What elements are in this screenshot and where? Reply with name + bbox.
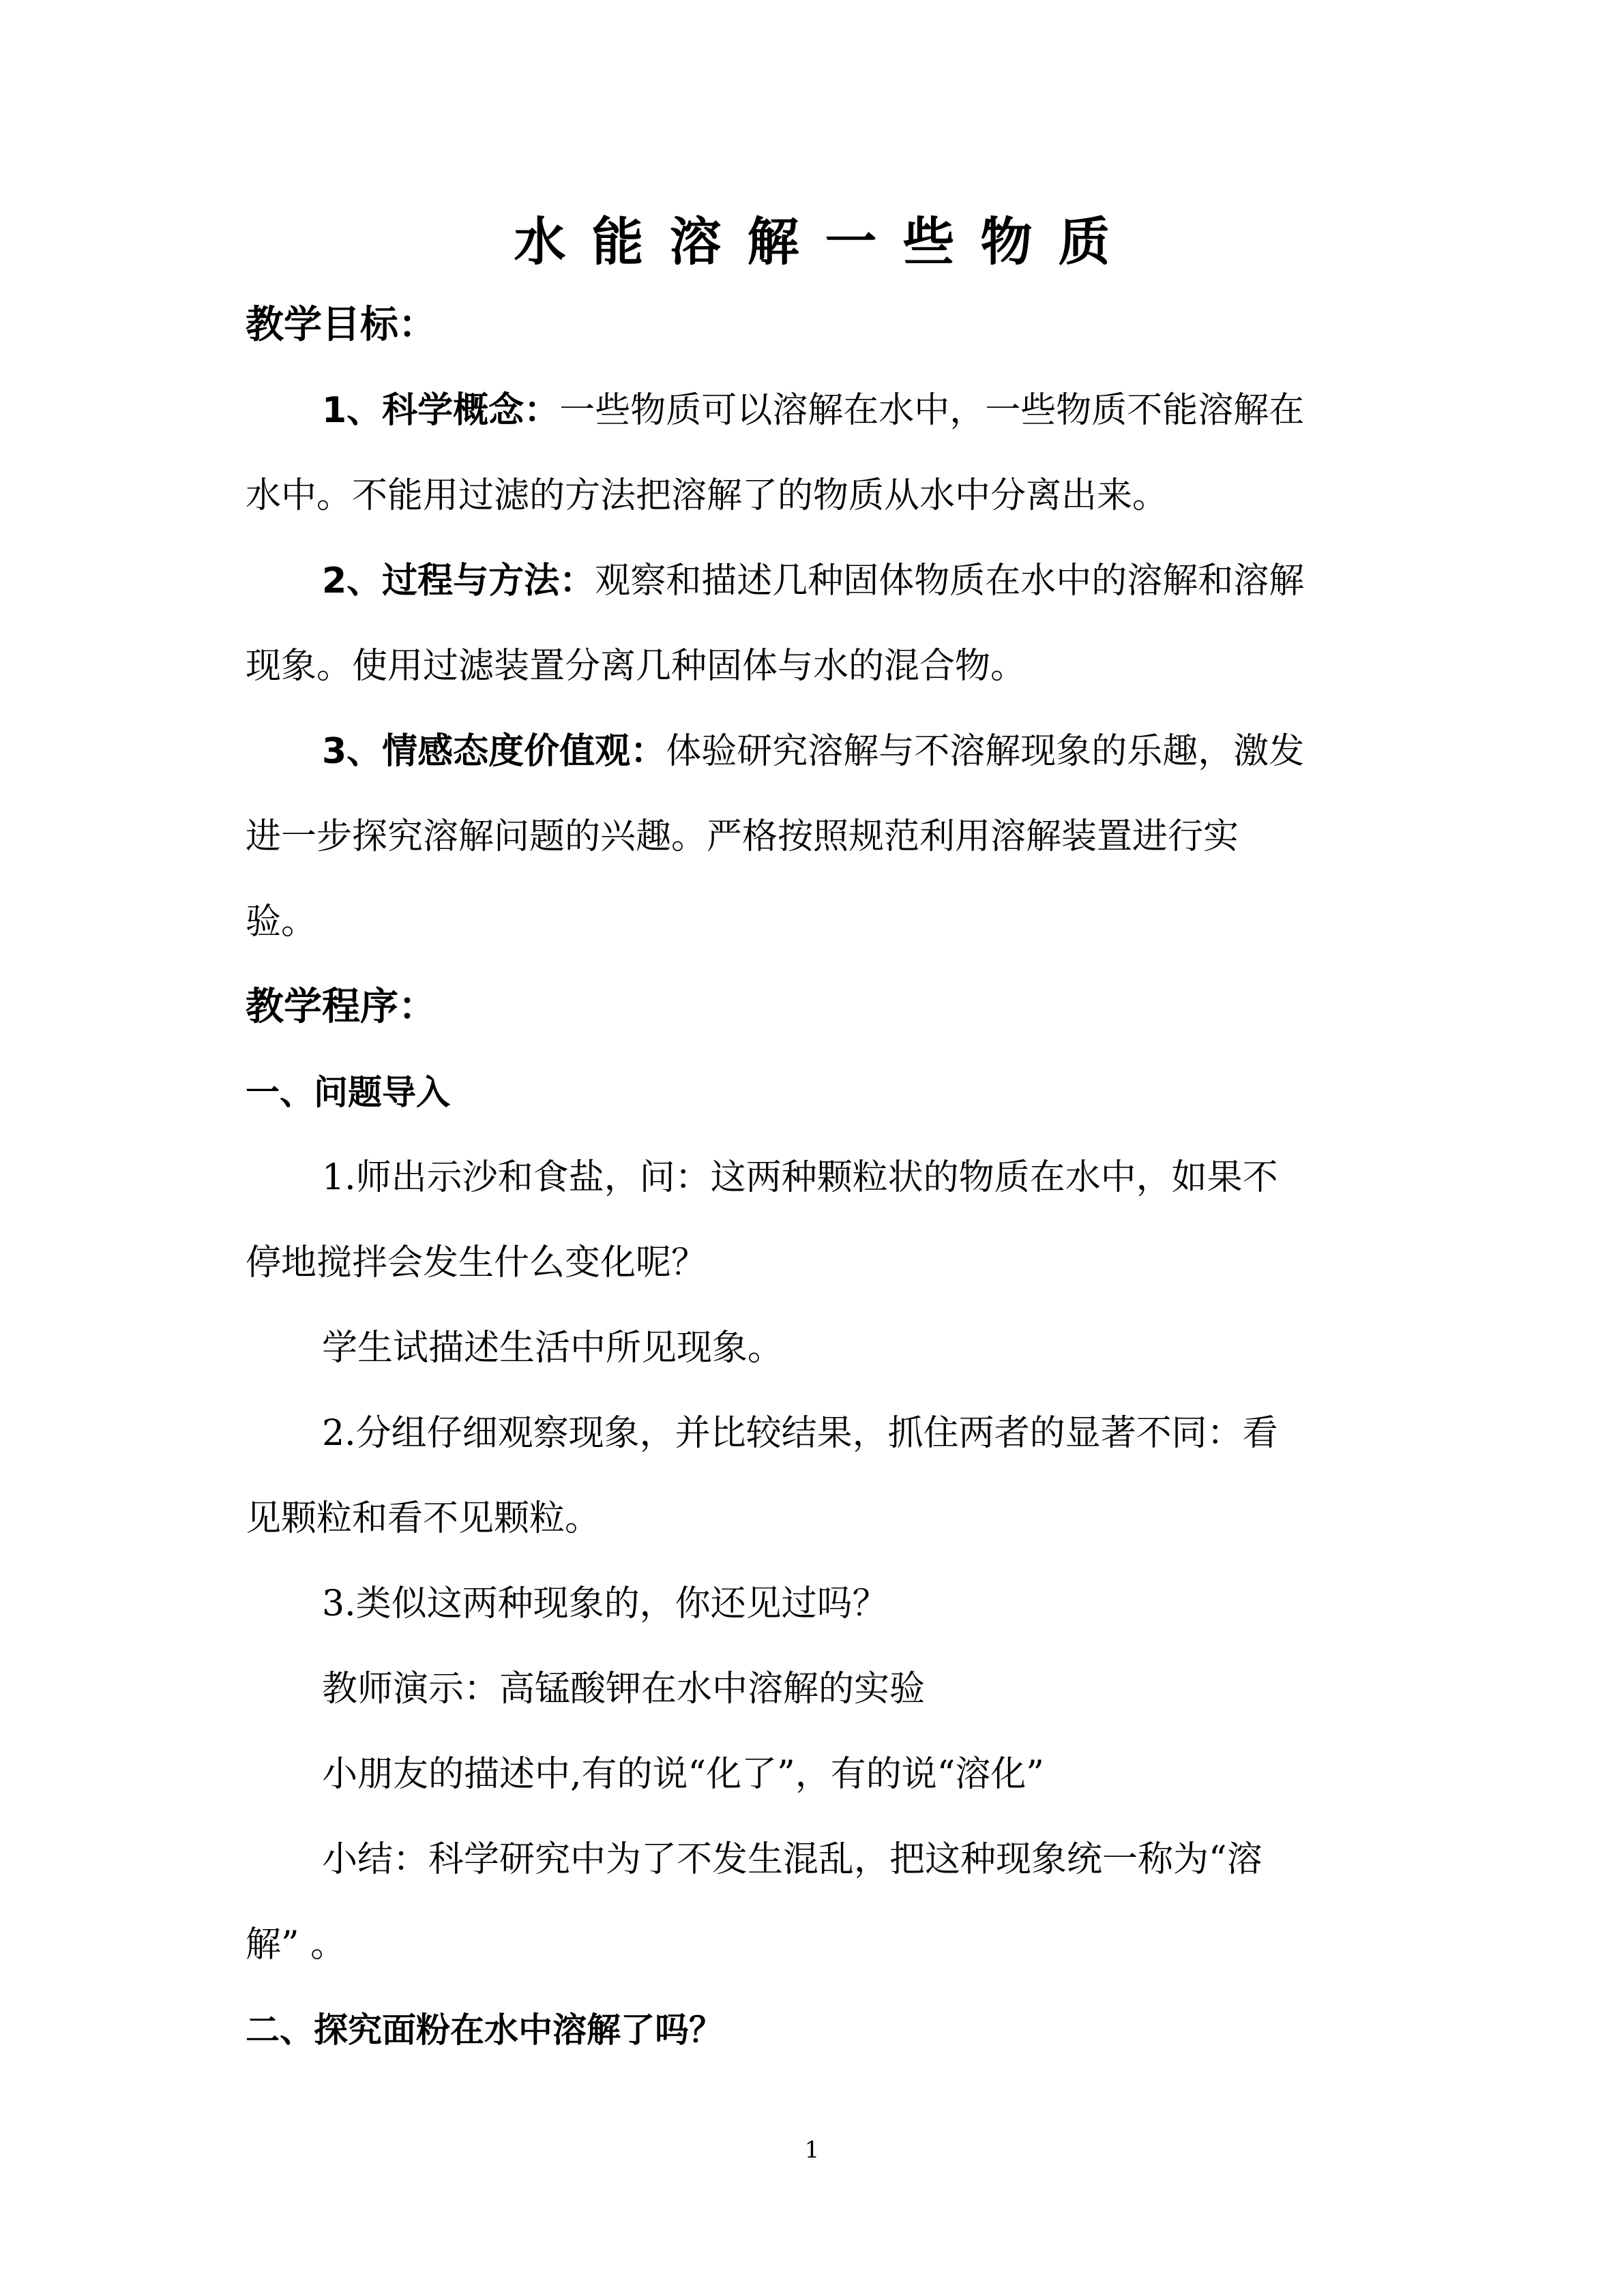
- goal-1-label: 1、科学概念：: [322, 390, 560, 431]
- goal-3-continuation-2: 验。: [246, 901, 317, 942]
- goal-3-continuation: 进一步探究溶解问题的兴趣。严格按照规范利用溶解装置进行实: [246, 816, 1239, 857]
- section-1-heading: 一、问题导入: [246, 1073, 450, 1112]
- page-number: 1: [804, 2136, 820, 2164]
- goal-2-label: 2、过程与方法：: [322, 561, 595, 601]
- goal-1-continuation: 水中。不能用过滤的方法把溶解了的物质从水中分离出来。: [246, 475, 1168, 516]
- paragraph-line: 小结：科学研究中为了不发生混乱，把这种现象统一称为“溶: [322, 1839, 1263, 1880]
- goal-2-first-line: [322, 554, 1304, 608]
- procedure-heading: 教学程序：: [246, 985, 437, 1029]
- goal-3-first-line: [322, 724, 1304, 779]
- goal-3-text: 体验研究溶解与不溶解现象的乐趣，激发: [666, 731, 1305, 772]
- paragraph-line: 见颗粒和看不见颗粒。: [246, 1498, 601, 1539]
- section-2-heading: 二、探究面粉在水中溶解了吗？: [246, 2010, 723, 2050]
- paragraph-line: 3.类似这两种现象的，你还见过吗？: [322, 1583, 888, 1624]
- paragraph-line: 小朋友的描述中,有的说“化了”，有的说“溶化”: [322, 1754, 1044, 1795]
- goal-3-label: 3、情感态度价值观：: [322, 731, 666, 772]
- paragraph-line: 学生试描述生活中所见现象。: [322, 1328, 784, 1369]
- paragraph-line: 2.分组仔细观察现象，并比较结果，抓住两者的显著不同：看: [322, 1413, 1278, 1454]
- paragraph-line: 停地搅拌会发生什么变化呢？: [246, 1242, 707, 1283]
- paragraph-line: 解” 。: [246, 1924, 346, 1965]
- page-title: 水能溶解一些物质: [514, 211, 1136, 272]
- goal-1-text: 一些物质可以溶解在水中，一些物质不能溶解在: [559, 390, 1305, 431]
- goal-2-continuation: 现象。使用过滤装置分离几种固体与水的混合物。: [246, 646, 1027, 687]
- paragraph-line: 1.师出示沙和食盐，问：这两种颗粒状的物质在水中，如果不: [322, 1157, 1278, 1198]
- goal-2-text: 观察和描述几种固体物质在水中的溶解和溶解: [595, 561, 1305, 601]
- paragraph-line: 教师演示：高锰酸钾在水中溶解的实验: [322, 1669, 926, 1710]
- goal-1-first-line: [322, 383, 1304, 438]
- goals-heading: 教学目标：: [246, 303, 437, 347]
